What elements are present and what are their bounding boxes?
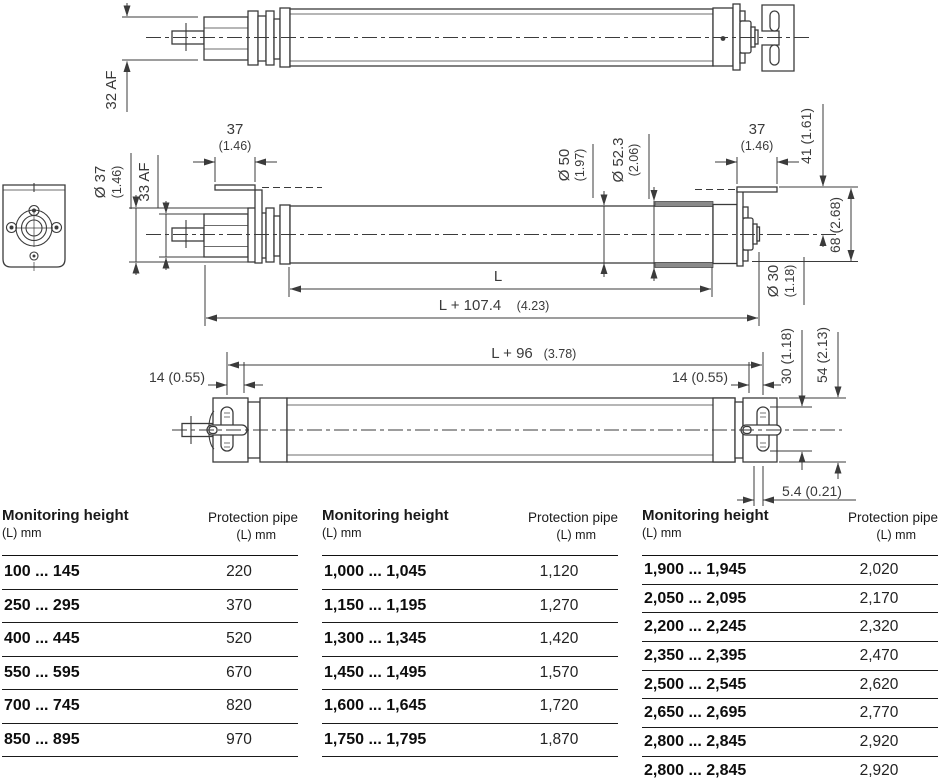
dim-label-33af: 33 AF — [136, 162, 153, 202]
table-row — [2, 724, 298, 758]
dim-label-14-left: 14 (0.55) — [148, 369, 205, 385]
dim-label-dia30: Ø 30 — [765, 264, 782, 298]
pipe-length: 2,470 — [859, 646, 899, 664]
table-row — [642, 556, 938, 585]
table-row — [322, 724, 618, 758]
right-bracket-flange — [737, 187, 777, 192]
table-row — [2, 623, 298, 657]
monitoring-range: 1,450 ... 1,495 — [324, 663, 427, 681]
end-view-drawing — [3, 183, 65, 271]
pipe-length: 1,570 — [539, 663, 579, 681]
pipe-length: 1,870 — [539, 730, 579, 748]
monitoring-table-1 — [2, 506, 298, 757]
dim-label-l96: L + 96 — [491, 345, 533, 362]
left-bracket-leg — [255, 190, 262, 263]
pipe-length: 2,620 — [859, 675, 899, 693]
dim-label-h68: 68 (2.68) — [827, 196, 843, 254]
dim-label-14-right: 14 (0.55) — [671, 369, 728, 385]
col-protection-unit: (L) mm — [556, 528, 596, 542]
pipe-length: 670 — [226, 663, 252, 681]
table-row — [2, 556, 298, 590]
dim-label-bracket-right-inch: (1.46) — [740, 139, 774, 153]
monitoring-range: 2,050 ... 2,095 — [644, 589, 747, 607]
monitoring-table-3 — [642, 506, 938, 780]
col-monitoring-unit: (L) mm — [322, 526, 362, 540]
pipe-length: 2,170 — [859, 589, 899, 607]
protection-pipe-drawing — [149, 327, 856, 506]
dim-label-l: L — [493, 268, 503, 285]
table-header — [2, 506, 298, 556]
dim-label-bracket-left-inch: (1.46) — [218, 139, 252, 153]
table-row — [642, 642, 938, 671]
table-row — [322, 690, 618, 724]
monitoring-range: 1,600 ... 1,645 — [324, 697, 427, 715]
monitoring-table-2 — [322, 506, 618, 757]
monitoring-range: 1,750 ... 1,795 — [324, 730, 427, 748]
col-protection-unit: (L) mm — [236, 528, 276, 542]
pipe-length: 370 — [226, 596, 252, 614]
table-row — [2, 590, 298, 624]
side-view-drawing — [92, 104, 858, 326]
monitoring-range: 1,900 ... 1,945 — [644, 560, 747, 578]
col-monitoring-height: Monitoring height — [2, 507, 129, 524]
pipe-length: 970 — [226, 730, 252, 748]
monitoring-range: 850 ... 895 — [4, 730, 80, 748]
col-monitoring-height: Monitoring height — [322, 507, 449, 524]
dim-label-dia50: Ø 50 — [556, 148, 573, 182]
pipe-length: 2,920 — [859, 732, 899, 750]
monitoring-range: 2,800 ... 2,845 — [644, 732, 747, 750]
dim-label-v54: 54 (2.13) — [814, 326, 830, 384]
dim-label-dia30-inch: (1.18) — [783, 264, 797, 298]
col-protection-pipe: Protection pipe — [527, 510, 618, 525]
pipe-length: 1,120 — [539, 563, 579, 581]
dim-label-bracket-right: 37 — [748, 121, 766, 138]
dim-label-dia50-inch: (1.97) — [573, 148, 587, 182]
table-row — [2, 657, 298, 691]
monitoring-range: 400 ... 445 — [4, 630, 80, 648]
dim-label-dia37-inch: (1.46) — [110, 165, 124, 199]
monitoring-range: 2,800 ... 2,845 — [644, 761, 747, 779]
table-row — [322, 657, 618, 691]
right-bracket-leg — [737, 189, 743, 266]
table-header — [642, 506, 938, 556]
table-row — [642, 613, 938, 642]
monitoring-range: 100 ... 145 — [4, 563, 80, 581]
table-header — [322, 506, 618, 556]
dim-label-dia52-inch: (2.06) — [627, 143, 641, 177]
left-bracket-flange — [215, 185, 255, 190]
monitoring-range: 700 ... 745 — [4, 697, 80, 715]
pipe-length: 1,270 — [539, 596, 579, 614]
monitoring-range: 1,300 ... 1,345 — [324, 630, 427, 648]
col-protection-unit: (L) mm — [876, 528, 916, 542]
pipe-length: 2,320 — [859, 618, 899, 636]
monitoring-range: 1,000 ... 1,045 — [324, 563, 427, 581]
pipe-length: 1,720 — [539, 697, 579, 715]
table-row — [642, 728, 938, 757]
table-row — [642, 585, 938, 614]
table-row — [642, 757, 938, 780]
col-monitoring-unit: (L) mm — [2, 526, 42, 540]
dim-label-v30: 30 (1.18) — [778, 327, 794, 385]
table-row — [322, 623, 618, 657]
dim-label-l-total-inch: (4.23) — [516, 299, 550, 313]
monitoring-range: 550 ... 595 — [4, 663, 80, 681]
pipe-length: 1,420 — [539, 630, 579, 648]
dim-label-32af: 32 AF — [103, 70, 120, 110]
table-row — [2, 690, 298, 724]
dim-label-dia37: Ø 37 — [92, 165, 109, 199]
monitoring-range: 1,150 ... 1,195 — [324, 596, 427, 614]
dim-label-h41: 41 (1.61) — [798, 107, 814, 165]
monitoring-range: 2,350 ... 2,395 — [644, 646, 747, 664]
table-row — [322, 556, 618, 590]
pipe-length: 220 — [226, 563, 252, 581]
monitoring-range: 2,200 ... 2,245 — [644, 618, 747, 636]
col-monitoring-height: Monitoring height — [642, 507, 769, 524]
table-row — [642, 699, 938, 728]
dim-label-bracket-left: 37 — [226, 121, 244, 138]
dim-label-l96-inch: (3.78) — [543, 347, 577, 361]
table-row — [642, 671, 938, 700]
pipe-length: 520 — [226, 630, 252, 648]
pipe-length: 2,020 — [859, 560, 899, 578]
dim-label-l-total: L + 107.4 — [438, 297, 502, 314]
monitoring-range: 2,650 ... 2,695 — [644, 704, 747, 722]
pipe-length: 820 — [226, 697, 252, 715]
col-protection-pipe: Protection pipe — [207, 510, 298, 525]
pipe-length: 2,920 — [859, 761, 899, 779]
col-monitoring-unit: (L) mm — [642, 526, 682, 540]
monitoring-range: 2,500 ... 2,545 — [644, 675, 747, 693]
col-protection-pipe: Protection pipe — [847, 510, 938, 525]
top-view-drawing — [103, 3, 812, 112]
dim-label-dia52: Ø 52.3 — [610, 137, 627, 183]
table-row — [322, 590, 618, 624]
monitoring-range: 250 ... 295 — [4, 596, 80, 614]
dim-label-5-4: 5.4 (0.21) — [782, 483, 842, 499]
pipe-length: 2,770 — [859, 704, 899, 722]
